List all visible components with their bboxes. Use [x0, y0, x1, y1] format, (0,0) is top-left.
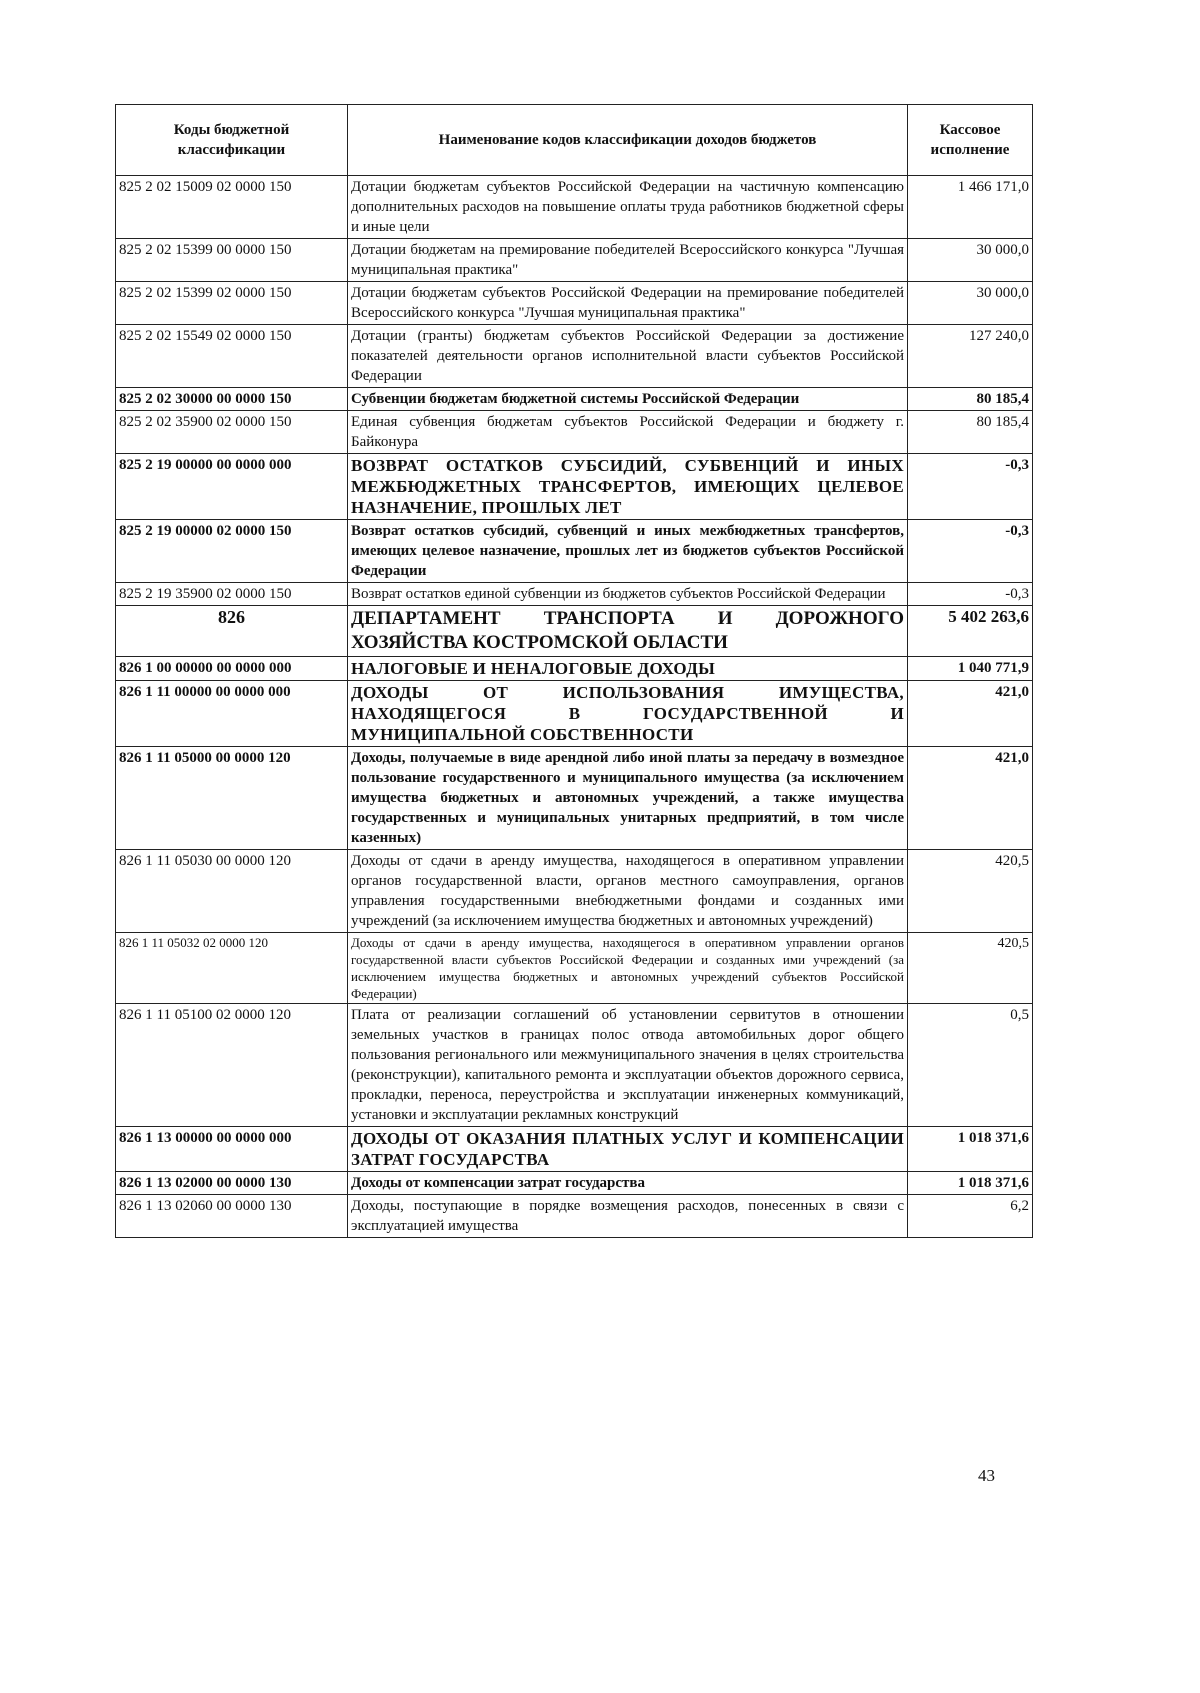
amount-cell: 80 185,4: [908, 411, 1033, 454]
name-cell: Доходы от сдачи в аренду имущества, находящегося в оперативном управлении органов государственной власти, органов местного самоуправления, органов управления государственными внебюджетными фондами и созданных ими учреждений (за исключением имущества бюджетных и автономных учреждений): [348, 850, 908, 933]
name-cell: Плата от реализации соглашений об установлении сервитутов в отношении земельных участков в границах полос отвода автомобильных дорог общего пользования регионального или межмуниципального значения в целях строительства (реконструкции), капитального ремонта и эксплуатации объектов дорожного сервиса, прокладки, переноса, переустройства и эксплуатации инженерных коммуникаций, установки и эксплуатации рекламных конструкций: [348, 1004, 908, 1127]
table-body: [116, 176, 1033, 1238]
name-cell: Доходы, поступающие в порядке возмещения расходов, понесенных в связи с эксплуатацией имущества: [348, 1195, 908, 1238]
table-row: [116, 1172, 1033, 1195]
amount-cell: -0,3: [908, 520, 1033, 583]
code-cell: 826 1 13 02000 00 0000 130: [116, 1172, 348, 1195]
amount-cell: 1 040 771,9: [908, 657, 1033, 681]
amount-cell: -0,3: [908, 583, 1033, 606]
table-row: [116, 388, 1033, 411]
name-cell: Доходы от компенсации затрат государства: [348, 1172, 908, 1195]
table-row: [116, 1195, 1033, 1238]
name-cell: ДОХОДЫ ОТ ИСПОЛЬЗОВАНИЯ ИМУЩЕСТВА, НАХОДЯЩЕГОСЯ В ГОСУДАРСТВЕННОЙ И МУНИЦИПАЛЬНОЙ СОБСТВЕННОСТИ: [348, 681, 908, 747]
name-cell: Возврат остатков субсидий, субвенций и иных межбюджетных трансфертов, имеющих целевое назначение, прошлых лет из бюджетов субъектов Российской Федерации: [348, 520, 908, 583]
amount-cell: 5 402 263,6: [908, 606, 1033, 657]
table-row: [116, 681, 1033, 747]
code-cell: 825 2 02 15399 02 0000 150: [116, 282, 348, 325]
amount-cell: 420,5: [908, 933, 1033, 1004]
code-cell: 826 1 11 05000 00 0000 120: [116, 747, 348, 850]
name-cell: Субвенции бюджетам бюджетной системы Российской Федерации: [348, 388, 908, 411]
amount-cell: 127 240,0: [908, 325, 1033, 388]
name-cell: Дотации бюджетам субъектов Российской Федерации на премирование победителей Всероссийского конкурса "Лучшая муниципальная практика": [348, 282, 908, 325]
code-cell: 825 2 02 30000 00 0000 150: [116, 388, 348, 411]
name-cell: Доходы, получаемые в виде арендной либо иной платы за передачу в возмездное пользование государственного и муниципального имущества (за исключением имущества бюджетных и автономных учреждений, а также имущества государственных и муниципальных унитарных предприятий, в том числе казенных): [348, 747, 908, 850]
code-cell: 826 1 13 02060 00 0000 130: [116, 1195, 348, 1238]
amount-cell: 421,0: [908, 747, 1033, 850]
table-row: [116, 1127, 1033, 1172]
header-name: Наименование кодов классификации доходов бюджетов: [348, 105, 908, 176]
amount-cell: 6,2: [908, 1195, 1033, 1238]
code-cell: 825 2 02 15009 02 0000 150: [116, 176, 348, 239]
table-row: [116, 583, 1033, 606]
table-row: [116, 176, 1033, 239]
table-row: [116, 747, 1033, 850]
table-row: [116, 282, 1033, 325]
table-row: [116, 325, 1033, 388]
name-cell: Единая субвенция бюджетам субъектов Российской Федерации и бюджету г. Байконура: [348, 411, 908, 454]
code-cell: 826 1 13 00000 00 0000 000: [116, 1127, 348, 1172]
code-cell: 825 2 19 00000 00 0000 000: [116, 454, 348, 520]
code-cell: 826 1 11 05100 02 0000 120: [116, 1004, 348, 1127]
code-cell: 825 2 19 35900 02 0000 150: [116, 583, 348, 606]
code-cell: 826 1 11 00000 00 0000 000: [116, 681, 348, 747]
code-cell: 825 2 02 35900 02 0000 150: [116, 411, 348, 454]
table-row: [116, 933, 1033, 1004]
name-cell: Дотации (гранты) бюджетам субъектов Российской Федерации за достижение показателей деятельности органов исполнительной власти субъектов Российской Федерации: [348, 325, 908, 388]
table-row: [116, 520, 1033, 583]
table-row: [116, 850, 1033, 933]
table-row: [116, 239, 1033, 282]
amount-cell: 30 000,0: [908, 239, 1033, 282]
code-cell: 826: [116, 606, 348, 657]
name-cell: НАЛОГОВЫЕ И НЕНАЛОГОВЫЕ ДОХОДЫ: [348, 657, 908, 681]
table-row: [116, 454, 1033, 520]
table-header-row: [116, 105, 1033, 176]
code-cell: 826 1 11 05032 02 0000 120: [116, 933, 348, 1004]
amount-cell: 421,0: [908, 681, 1033, 747]
name-cell: ВОЗВРАТ ОСТАТКОВ СУБСИДИЙ, СУБВЕНЦИЙ И ИНЫХ МЕЖБЮДЖЕТНЫХ ТРАНСФЕРТОВ, ИМЕЮЩИХ ЦЕЛЕВОЕ НАЗНАЧЕНИЕ, ПРОШЛЫХ ЛЕТ: [348, 454, 908, 520]
table-row: [116, 1004, 1033, 1127]
amount-cell: 1 018 371,6: [908, 1172, 1033, 1195]
header-amount: Кассовое исполнение: [908, 105, 1033, 176]
name-cell: Дотации бюджетам на премирование победителей Всероссийского конкурса "Лучшая муниципальная практика": [348, 239, 908, 282]
code-cell: 825 2 19 00000 02 0000 150: [116, 520, 348, 583]
amount-cell: 80 185,4: [908, 388, 1033, 411]
header-codes: Коды бюджетной классификации: [116, 105, 348, 176]
name-cell: Доходы от сдачи в аренду имущества, находящегося в оперативном управлении органов государственной власти субъектов Российской Федерации и созданных ими учреждений (за исключением имущества бюджетных и автономных учреждений субъектов Российской Федерации): [348, 933, 908, 1004]
amount-cell: 1 018 371,6: [908, 1127, 1033, 1172]
table-row: [116, 606, 1033, 657]
code-cell: 825 2 02 15399 00 0000 150: [116, 239, 348, 282]
code-cell: 825 2 02 15549 02 0000 150: [116, 325, 348, 388]
code-cell: 826 1 11 05030 00 0000 120: [116, 850, 348, 933]
table-row: [116, 657, 1033, 681]
name-cell: ДОХОДЫ ОТ ОКАЗАНИЯ ПЛАТНЫХ УСЛУГ И КОМПЕНСАЦИИ ЗАТРАТ ГОСУДАРСТВА: [348, 1127, 908, 1172]
name-cell: ДЕПАРТАМЕНТ ТРАНСПОРТА И ДОРОЖНОГО ХОЗЯЙСТВА КОСТРОМСКОЙ ОБЛАСТИ: [348, 606, 908, 657]
page-number: 43: [978, 1466, 995, 1485]
amount-cell: 30 000,0: [908, 282, 1033, 325]
amount-cell: 1 466 171,0: [908, 176, 1033, 239]
table-row: [116, 411, 1033, 454]
code-cell: 826 1 00 00000 00 0000 000: [116, 657, 348, 681]
name-cell: Дотации бюджетам субъектов Российской Федерации на частичную компенсацию дополнительных расходов на повышение оплаты труда работников бюджетной сферы и иные цели: [348, 176, 908, 239]
name-cell: Возврат остатков единой субвенции из бюджетов субъектов Российской Федерации: [348, 583, 908, 606]
amount-cell: 420,5: [908, 850, 1033, 933]
amount-cell: -0,3: [908, 454, 1033, 520]
amount-cell: 0,5: [908, 1004, 1033, 1127]
budget-table: [115, 104, 1033, 1238]
